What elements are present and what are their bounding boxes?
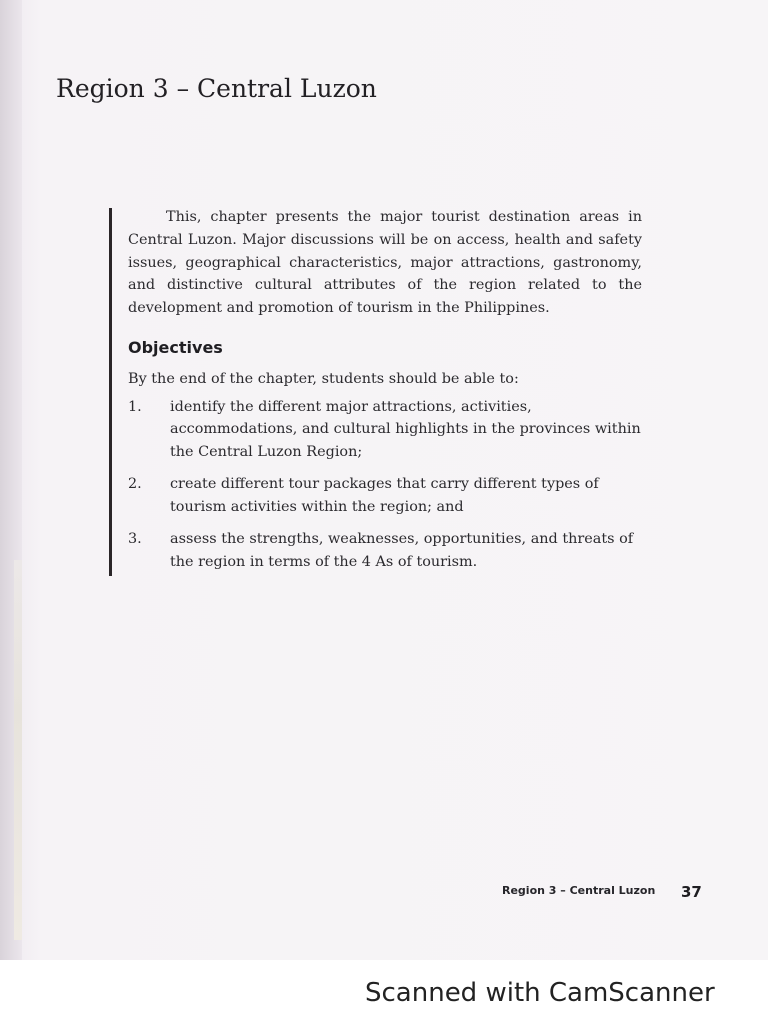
objectives-heading: Objectives <box>128 337 223 357</box>
footer-running-title: Region 3 – Central Luzon <box>502 884 656 897</box>
page-number: 37 <box>681 883 702 901</box>
objective-number: 1. <box>128 398 142 415</box>
objective-number: 3. <box>128 531 142 548</box>
objectives-list <box>128 396 642 574</box>
objective-number: 2. <box>128 476 142 493</box>
vertical-margin-rule <box>109 208 112 576</box>
objective-item <box>128 473 642 518</box>
chapter-intro-block <box>128 206 642 583</box>
camscanner-watermark: Scanned with CamScanner <box>365 978 715 1008</box>
objective-item <box>128 528 642 573</box>
objective-text: create different tour packages that carry different types of tourism activities within the region; and <box>170 476 599 515</box>
intro-paragraph: This, chapter presents the major tourist destination areas in Central Luzon. Major discussions will be on access, health and safety issues, geographical characteristics, major attractions, gastronomy, and distinctive cultural attributes of the region related to the development and promotion of tourism in the Philippines. <box>128 209 642 317</box>
chapter-title: Region 3 – Central Luzon <box>56 74 377 103</box>
objective-text: assess the strengths, weaknesses, opportunities, and threats of the region in terms of the 4 As of tourism. <box>170 531 634 570</box>
objectives-lead: By the end of the chapter, students should be able to: <box>128 370 519 387</box>
page-binding-strip <box>14 560 22 940</box>
objective-item <box>128 396 642 464</box>
objective-text: identify the different major attractions, activities, accommodations, and cultural highlights in the provinces within the Central Luzon Region; <box>170 398 641 460</box>
